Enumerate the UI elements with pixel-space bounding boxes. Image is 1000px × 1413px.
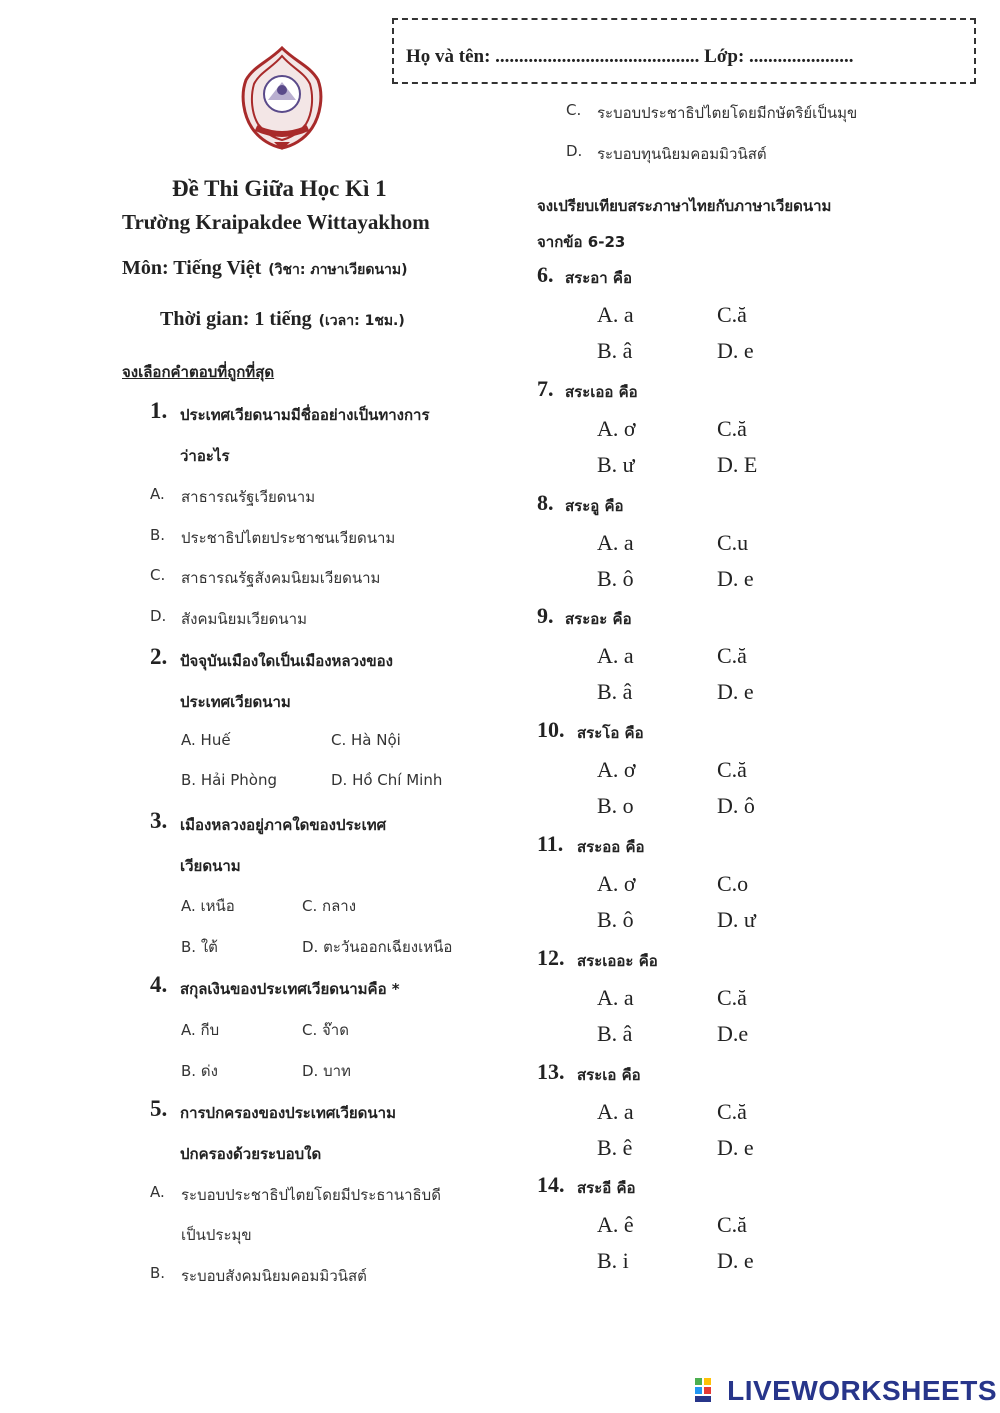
q4-option-a[interactable]: A. กีบ [181, 1021, 220, 1039]
subject-thai: (วิชา: ภาษาเวียดนาม) [268, 262, 408, 278]
school-name: Trường Kraipakdee Wittayakhom [122, 210, 430, 234]
q12-text: สระเออะ คือ [577, 951, 658, 970]
time-thai: (เวลา: 1ชม.) [318, 313, 405, 329]
time-line [160, 306, 405, 332]
q13-option-b[interactable]: B. ê [597, 1134, 633, 1160]
q8-number: 8. [537, 489, 554, 515]
q1-option-b[interactable]: B. [150, 526, 166, 544]
q1-option-c-text[interactable]: สาธารณรัฐสังคมนิยมเวียดนาม [181, 569, 381, 587]
section2-instruction-line2: จากข้อ 6-23 [537, 233, 626, 251]
q11-text: สระออ คือ [577, 838, 645, 856]
q9-text: สระอะ คือ [565, 610, 632, 629]
q2-option-d[interactable]: D. Hồ Chí Minh [331, 771, 443, 789]
q7-option-c[interactable]: C.ă [717, 415, 747, 441]
liveworksheets-logo-icon [694, 1377, 722, 1403]
q13-option-a[interactable]: A. a [597, 1098, 634, 1124]
q8-option-c[interactable]: C.u [717, 529, 749, 555]
footer-brand [694, 1375, 997, 1407]
q5-option-b[interactable]: B. [150, 1264, 166, 1282]
q5-text-line1: การปกครองของประเทศเวียดนาม [180, 1104, 396, 1122]
q3-option-a[interactable]: A. เหนือ [181, 897, 235, 915]
q3-text-line1: เมืองหลวงอยู่ภาคใดของประเทศ [180, 816, 387, 834]
q2-text-line1: ปัจจุบันเมืองใดเป็นเมืองหลวงของ [180, 652, 393, 670]
q5-option-d[interactable]: D. [566, 142, 583, 160]
q12-option-c[interactable]: C.ă [717, 984, 747, 1010]
q8-text: สระอู คือ [565, 496, 624, 515]
q1-option-a-text[interactable]: สาธารณรัฐเวียดนาม [181, 488, 316, 506]
q13-option-d[interactable]: D. e [717, 1134, 754, 1160]
q11-option-c[interactable]: C.o [717, 871, 749, 896]
q3-text-line2: เวียดนาม [180, 857, 241, 875]
q5-number: 5. [150, 1096, 168, 1121]
instruction: จงเลือกคำตอบที่ถูกที่สุด [122, 363, 275, 381]
exam-title: Đề Thi Giữa Học Kì 1 [172, 176, 387, 201]
q1-text-line1: ประเทศเวียดนามมีชื่ออย่างเป็นทางการ [180, 406, 430, 424]
q1-option-c[interactable]: C. [150, 566, 166, 584]
q4-option-c[interactable]: C. จ๊าด [302, 1021, 349, 1039]
q1-option-d[interactable]: D. [150, 607, 167, 625]
q13-number: 13. [537, 1058, 565, 1084]
q7-text: สระเออ คือ [565, 382, 638, 401]
q14-option-c[interactable]: C.ă [717, 1212, 747, 1238]
q2-text-line2: ประเทศเวียดนาม [180, 693, 291, 711]
q4-option-b[interactable]: B. ด่ง [181, 1062, 218, 1080]
school-logo [238, 44, 326, 152]
section2-instruction-line1: จงเปรียบเทียบสระภาษาไทยกับภาษาเวียดนาม [537, 197, 832, 215]
q11-option-a[interactable]: A. ơ [597, 871, 636, 896]
q9-option-d[interactable]: D. e [717, 679, 754, 705]
q11-number: 11. [537, 831, 564, 856]
q3-option-c[interactable]: C. กลาง [302, 897, 357, 915]
q12-option-d[interactable]: D.e [717, 1020, 749, 1046]
footer-brand-text: LIVEWORKSHEETS [727, 1375, 998, 1406]
q9-option-b[interactable]: B. â [597, 679, 633, 705]
q5-text-line2: ปกครองด้วยระบอบใด [180, 1145, 322, 1163]
q1-option-a[interactable]: A. [150, 485, 165, 503]
q7-number: 7. [537, 375, 554, 401]
q9-option-a[interactable]: A. a [597, 643, 634, 669]
q8-option-b[interactable]: B. ô [597, 565, 634, 591]
q6-text: สระอา คือ [565, 269, 632, 287]
q10-option-c[interactable]: C.ă [717, 757, 747, 783]
q10-option-a[interactable]: A. ơ [597, 757, 636, 783]
q2-option-a[interactable]: A. Huế [181, 731, 231, 749]
q8-option-d[interactable]: D. e [717, 565, 754, 591]
q1-option-b-text[interactable]: ประชาธิปไตยประชาชนเวียดนาม [181, 529, 396, 547]
q7-option-a[interactable]: A. ơ [597, 415, 636, 441]
q3-number: 3. [150, 808, 168, 833]
q14-text: สระอี คือ [577, 1179, 636, 1198]
q3-option-b[interactable]: B. ใต้ [181, 938, 218, 956]
q10-number: 10. [537, 717, 565, 743]
time-label: Thời gian: 1 tiếng [160, 308, 312, 330]
q12-number: 12. [537, 944, 565, 970]
q5-option-a-text-line2[interactable]: เป็นประมุข [181, 1226, 252, 1244]
q11-option-d[interactable]: D. ư [717, 907, 756, 932]
q14-option-b[interactable]: B. i [597, 1248, 629, 1274]
q1-text-line2: ว่าอะไร [180, 447, 230, 465]
q12-option-a[interactable]: A. a [597, 984, 634, 1010]
q6-option-d[interactable]: D. e [717, 338, 754, 363]
q2-option-c[interactable]: C. Hà Nội [331, 731, 401, 749]
q6-option-a[interactable]: A. a [597, 302, 634, 327]
q5-option-d-text[interactable]: ระบอบทุนนิยมคอมมิวนิสต์ [597, 145, 767, 163]
q11-option-b[interactable]: B. ô [597, 907, 634, 932]
q2-option-b[interactable]: B. Hải Phòng [181, 771, 277, 789]
q1-option-d-text[interactable]: สังคมนิยมเวียดนาม [181, 610, 307, 628]
q7-option-d[interactable]: D. E [717, 451, 758, 477]
q1-number: 1. [150, 398, 168, 423]
q4-text-line1: สกุลเงินของประเทศเวียดนามคือ * [180, 980, 400, 998]
q6-number: 6. [537, 262, 554, 287]
q4-option-d[interactable]: D. บาท [302, 1062, 351, 1080]
q9-option-c[interactable]: C.ă [717, 643, 747, 669]
subject-line [122, 255, 408, 281]
q5-option-b-text[interactable]: ระบอบสังคมนิยมคอมมิวนิสต์ [181, 1267, 367, 1285]
q5-option-c[interactable]: C. [566, 101, 582, 119]
q10-option-d[interactable]: D. ô [717, 793, 755, 819]
q8-option-a[interactable]: A. a [597, 529, 634, 555]
q6-option-b[interactable]: B. â [597, 338, 633, 363]
q14-number: 14. [537, 1172, 565, 1198]
q7-option-b[interactable]: B. ư [597, 451, 635, 477]
q10-text: สระโอ คือ [577, 724, 644, 743]
name-class-line[interactable]: Họ và tên: ........................................... Lớp: ...................... [406, 46, 854, 67]
q13-text: สระเอ คือ [577, 1065, 641, 1084]
q5-option-c-text[interactable]: ระบอบประชาธิปไตยโดยมีกษัตริย์เป็นมุข [597, 104, 858, 122]
subject-label: Môn: Tiếng Việt [122, 257, 262, 279]
q3-option-d[interactable]: D. ตะวันออกเฉียงเหนือ [302, 938, 453, 956]
q9-number: 9. [537, 603, 554, 629]
q5-option-a-text-line1[interactable]: ระบอบประชาธิปไตยโดยมีประธานาธิบดี [181, 1186, 441, 1204]
q14-option-a[interactable]: A. ê [597, 1212, 634, 1238]
q10-option-b[interactable]: B. o [597, 793, 634, 819]
q14-option-d[interactable]: D. e [717, 1248, 754, 1274]
q12-option-b[interactable]: B. â [597, 1020, 633, 1046]
q2-number: 2. [150, 644, 168, 669]
q5-option-a[interactable]: A. [150, 1183, 165, 1201]
q13-option-c[interactable]: C.ă [717, 1098, 747, 1124]
q6-option-c[interactable]: C.ă [717, 302, 747, 327]
q4-number: 4. [150, 972, 168, 997]
